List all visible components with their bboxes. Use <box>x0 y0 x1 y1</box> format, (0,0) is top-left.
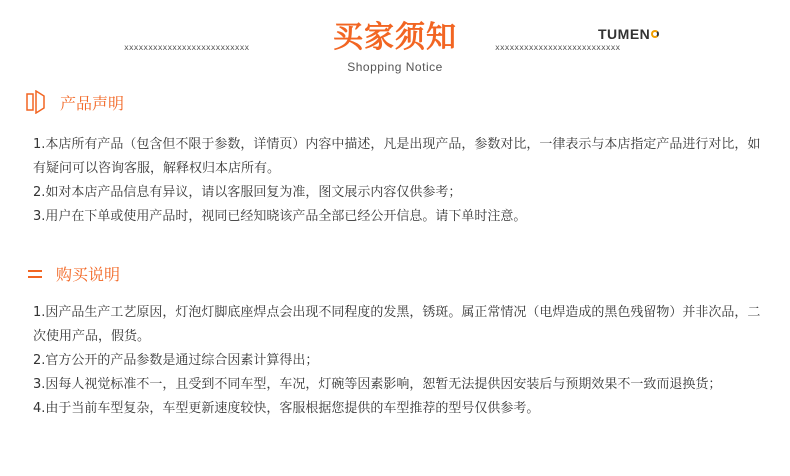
list-item: 2.官方公开的产品参数是通过综合因素计算得出； <box>33 353 319 368</box>
section-heading-purchase-notes <box>26 262 120 285</box>
list-item: 3.因每人视觉标准不一，且受到不同车型，车况，灯碗等因素影响，恕暂无法提供因安装后与预期效果不一致而退换货； <box>33 377 722 392</box>
purchase-notes-body <box>33 301 773 421</box>
list-item: 4.由于当前车型复杂，车型更新速度较快，客服根据您提供的车型推荐的型号仅供参考。 <box>33 401 540 416</box>
brand-name: TUMEN <box>598 26 651 42</box>
list-item: 1.本店所有产品（包含但不限于参数，详情页）内容中描述，凡是出现产品，参数对比，一律表示与本店指定产品进行对比，如有疑问可以咨询客服，解释权归本店所有。 <box>33 137 761 176</box>
decorative-x-line-right: xxxxxxxxxxxxxxxxxxxxxxxxxx <box>495 43 621 52</box>
bracket-icon <box>26 90 48 114</box>
list-item: 1.因产品生产工艺原因，灯泡灯脚底座焊点会出现不同程度的发黑，锈斑。属正常情况（电焊造成的黑色残留物）并非次品，二次使用产品，假货。 <box>33 305 761 344</box>
page-title: 买家须知 <box>333 20 457 55</box>
section-title: 购买说明 <box>56 265 121 284</box>
list-item: 3.用户在下单或使用产品时，视同已经知晓该产品全部已经公开信息。请下单时注意。 <box>33 209 527 224</box>
product-statement-body <box>33 133 773 229</box>
decorative-x-line-left: xxxxxxxxxxxxxxxxxxxxxxxxxx <box>124 43 250 52</box>
brand-ring-icon <box>651 30 659 38</box>
brand-logo <box>598 26 659 42</box>
list-item: 2.如对本店产品信息有异议，请以客服回复为准，图文展示内容仅供参考； <box>33 185 462 200</box>
menu-bars-icon <box>28 266 44 282</box>
page-subtitle: Shopping Notice <box>347 60 443 74</box>
section-heading-product-statement <box>26 90 124 114</box>
page-header <box>0 0 790 80</box>
section-title: 产品声明 <box>60 93 125 113</box>
